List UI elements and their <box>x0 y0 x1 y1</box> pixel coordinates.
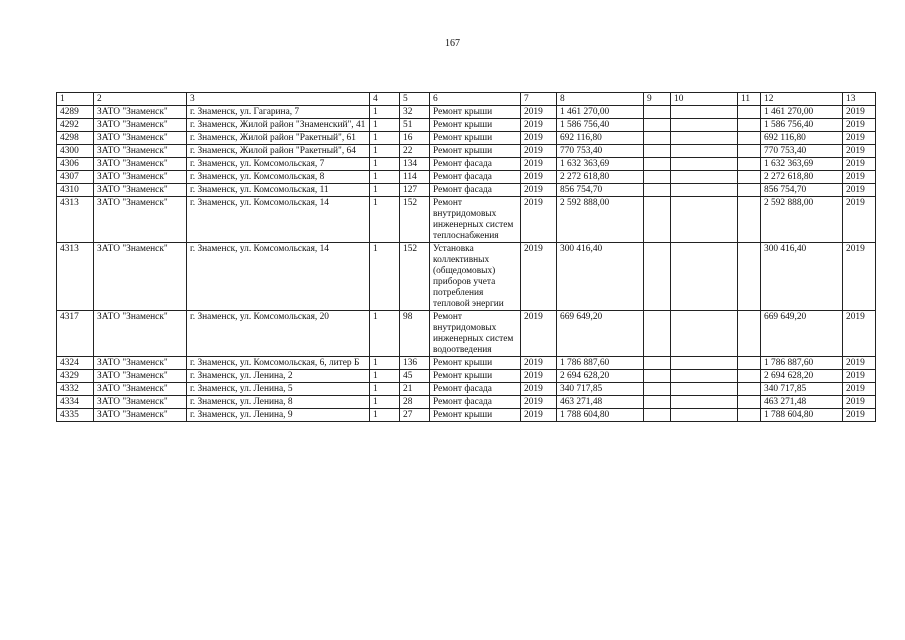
cell-municipality: ЗАТО "Знаменск" <box>94 370 187 383</box>
cell-col-9 <box>644 106 671 119</box>
table-row <box>57 106 876 119</box>
cell-year-2: 2019 <box>843 396 876 409</box>
cell-total-cost: 692 116,80 <box>761 132 843 145</box>
cell-address: г. Знаменск, ул. Комсомольская, 8 <box>187 171 370 184</box>
cell-col-10 <box>671 184 738 197</box>
cell-cost: 340 717,85 <box>557 383 644 396</box>
cell-total-cost: 463 271,48 <box>761 396 843 409</box>
cell-year: 2019 <box>521 119 557 132</box>
cell-col-11 <box>738 357 761 370</box>
cell-year: 2019 <box>521 158 557 171</box>
table-row <box>57 171 876 184</box>
header-cell: 7 <box>521 93 557 106</box>
cell-municipality: ЗАТО "Знаменск" <box>94 311 187 357</box>
cell-year-2: 2019 <box>843 311 876 357</box>
cell-col-10 <box>671 158 738 171</box>
table-row <box>57 396 876 409</box>
cell-row-id: 4310 <box>57 184 94 197</box>
header-cell: 5 <box>400 93 430 106</box>
cell-col-9 <box>644 158 671 171</box>
header-cell: 9 <box>644 93 671 106</box>
header-cell: 11 <box>738 93 761 106</box>
cell-row-id: 4324 <box>57 357 94 370</box>
cell-col-9 <box>644 132 671 145</box>
cell-col-9 <box>644 396 671 409</box>
cell-total-cost: 2 694 628,20 <box>761 370 843 383</box>
cell-cost: 2 694 628,20 <box>557 370 644 383</box>
cell-col-4: 1 <box>370 158 400 171</box>
cell-col-5: 134 <box>400 158 430 171</box>
cell-address: г. Знаменск, Жилой район "Ракетный", 61 <box>187 132 370 145</box>
table-row <box>57 370 876 383</box>
cell-col-11 <box>738 243 761 311</box>
cell-year-2: 2019 <box>843 383 876 396</box>
cell-address: г. Знаменск, Жилой район "Ракетный", 64 <box>187 145 370 158</box>
page-number: 167 <box>445 38 460 49</box>
cell-total-cost: 1 788 604,80 <box>761 409 843 422</box>
cell-cost: 463 271,48 <box>557 396 644 409</box>
cell-municipality: ЗАТО "Знаменск" <box>94 357 187 370</box>
cell-year-2: 2019 <box>843 132 876 145</box>
cell-work-type: Ремонт крыши <box>430 357 521 370</box>
cell-municipality: ЗАТО "Знаменск" <box>94 145 187 158</box>
cell-col-4: 1 <box>370 396 400 409</box>
cell-col-5: 16 <box>400 132 430 145</box>
header-cell: 2 <box>94 93 187 106</box>
cell-year-2: 2019 <box>843 145 876 158</box>
cell-col-11 <box>738 396 761 409</box>
cell-col-4: 1 <box>370 409 400 422</box>
cell-col-11 <box>738 132 761 145</box>
cell-municipality: ЗАТО "Знаменск" <box>94 197 187 243</box>
cell-address: г. Знаменск, ул. Комсомольская, 6, литер Б <box>187 357 370 370</box>
cell-municipality: ЗАТО "Знаменск" <box>94 383 187 396</box>
cell-address: г. Знаменск, ул. Ленина, 5 <box>187 383 370 396</box>
cell-row-id: 4335 <box>57 409 94 422</box>
cell-col-10 <box>671 145 738 158</box>
cell-row-id: 4329 <box>57 370 94 383</box>
cell-col-4: 1 <box>370 119 400 132</box>
cell-col-5: 114 <box>400 171 430 184</box>
cell-address: г. Знаменск, ул. Комсомольская, 14 <box>187 197 370 243</box>
cell-total-cost: 1 461 270,00 <box>761 106 843 119</box>
cell-total-cost: 2 272 618,80 <box>761 171 843 184</box>
cell-work-type: Ремонт крыши <box>430 145 521 158</box>
cell-col-9 <box>644 145 671 158</box>
cell-cost: 2 592 888,00 <box>557 197 644 243</box>
table-row <box>57 158 876 171</box>
cell-address: г. Знаменск, ул. Комсомольская, 14 <box>187 243 370 311</box>
cell-total-cost: 300 416,40 <box>761 243 843 311</box>
cell-municipality: ЗАТО "Знаменск" <box>94 132 187 145</box>
cell-municipality: ЗАТО "Знаменск" <box>94 243 187 311</box>
table-row <box>57 243 876 311</box>
cell-col-9 <box>644 409 671 422</box>
cell-work-type: Ремонт фасада <box>430 383 521 396</box>
cell-col-10 <box>671 132 738 145</box>
capital-repair-table <box>56 92 876 422</box>
cell-municipality: ЗАТО "Знаменск" <box>94 184 187 197</box>
cell-total-cost: 856 754,70 <box>761 184 843 197</box>
cell-col-10 <box>671 311 738 357</box>
cell-col-10 <box>671 409 738 422</box>
cell-col-4: 1 <box>370 357 400 370</box>
cell-col-4: 1 <box>370 383 400 396</box>
cell-cost: 770 753,40 <box>557 145 644 158</box>
cell-row-id: 4300 <box>57 145 94 158</box>
cell-work-type: Ремонт внутридомовых инженерных систем теплоснабжения <box>430 197 521 243</box>
cell-work-type: Ремонт крыши <box>430 370 521 383</box>
header-cell: 4 <box>370 93 400 106</box>
cell-col-5: 28 <box>400 396 430 409</box>
cell-col-11 <box>738 197 761 243</box>
cell-col-5: 152 <box>400 197 430 243</box>
cell-row-id: 4307 <box>57 171 94 184</box>
cell-cost: 2 272 618,80 <box>557 171 644 184</box>
cell-work-type: Ремонт фасада <box>430 158 521 171</box>
cell-municipality: ЗАТО "Знаменск" <box>94 409 187 422</box>
cell-cost: 1 786 887,60 <box>557 357 644 370</box>
table-row <box>57 383 876 396</box>
table-row <box>57 132 876 145</box>
cell-year: 2019 <box>521 370 557 383</box>
cell-year: 2019 <box>521 106 557 119</box>
cell-work-type: Ремонт фасада <box>430 396 521 409</box>
cell-total-cost: 1 632 363,69 <box>761 158 843 171</box>
cell-col-10 <box>671 119 738 132</box>
cell-year: 2019 <box>521 145 557 158</box>
cell-col-11 <box>738 383 761 396</box>
cell-col-4: 1 <box>370 132 400 145</box>
cell-work-type: Ремонт крыши <box>430 119 521 132</box>
cell-col-10 <box>671 370 738 383</box>
table-row <box>57 311 876 357</box>
header-cell: 8 <box>557 93 644 106</box>
cell-municipality: ЗАТО "Знаменск" <box>94 171 187 184</box>
cell-cost: 300 416,40 <box>557 243 644 311</box>
cell-address: г. Знаменск, ул. Ленина, 9 <box>187 409 370 422</box>
cell-col-10 <box>671 383 738 396</box>
cell-col-11 <box>738 184 761 197</box>
cell-col-9 <box>644 311 671 357</box>
cell-address: г. Знаменск, ул. Комсомольская, 20 <box>187 311 370 357</box>
cell-address: г. Знаменск, ул. Комсомольская, 11 <box>187 184 370 197</box>
cell-row-id: 4292 <box>57 119 94 132</box>
header-cell: 6 <box>430 93 521 106</box>
cell-col-11 <box>738 145 761 158</box>
cell-col-9 <box>644 357 671 370</box>
cell-col-10 <box>671 197 738 243</box>
cell-col-4: 1 <box>370 184 400 197</box>
cell-work-type: Ремонт внутридомовых инженерных систем водоотведения <box>430 311 521 357</box>
cell-col-5: 45 <box>400 370 430 383</box>
cell-col-10 <box>671 396 738 409</box>
header-cell: 3 <box>187 93 370 106</box>
cell-col-4: 1 <box>370 145 400 158</box>
cell-cost: 1 788 604,80 <box>557 409 644 422</box>
cell-col-11 <box>738 171 761 184</box>
cell-col-11 <box>738 158 761 171</box>
cell-row-id: 4306 <box>57 158 94 171</box>
cell-col-10 <box>671 243 738 311</box>
cell-col-9 <box>644 119 671 132</box>
cell-year-2: 2019 <box>843 357 876 370</box>
cell-cost: 1 632 363,69 <box>557 158 644 171</box>
cell-col-4: 1 <box>370 197 400 243</box>
table-row <box>57 409 876 422</box>
cell-work-type: Установка коллективных (общедомовых) приборов учета потребления тепловой энергии <box>430 243 521 311</box>
cell-year: 2019 <box>521 243 557 311</box>
cell-work-type: Ремонт фасада <box>430 171 521 184</box>
cell-address: г. Знаменск, ул. Ленина, 2 <box>187 370 370 383</box>
cell-year-2: 2019 <box>843 370 876 383</box>
cell-col-11 <box>738 311 761 357</box>
cell-col-9 <box>644 243 671 311</box>
cell-year: 2019 <box>521 383 557 396</box>
cell-work-type: Ремонт крыши <box>430 132 521 145</box>
cell-work-type: Ремонт крыши <box>430 106 521 119</box>
cell-col-5: 127 <box>400 184 430 197</box>
cell-col-4: 1 <box>370 243 400 311</box>
cell-address: г. Знаменск, Жилой район "Знаменский", 41 <box>187 119 370 132</box>
cell-work-type: Ремонт фасада <box>430 184 521 197</box>
cell-year: 2019 <box>521 171 557 184</box>
cell-col-5: 21 <box>400 383 430 396</box>
cell-col-4: 1 <box>370 106 400 119</box>
table-row <box>57 357 876 370</box>
cell-col-10 <box>671 171 738 184</box>
cell-year-2: 2019 <box>843 119 876 132</box>
cell-year-2: 2019 <box>843 197 876 243</box>
table-row <box>57 119 876 132</box>
cell-col-11 <box>738 370 761 383</box>
cell-municipality: ЗАТО "Знаменск" <box>94 119 187 132</box>
cell-row-id: 4298 <box>57 132 94 145</box>
cell-col-9 <box>644 197 671 243</box>
cell-year: 2019 <box>521 132 557 145</box>
cell-year-2: 2019 <box>843 171 876 184</box>
cell-municipality: ЗАТО "Знаменск" <box>94 396 187 409</box>
cell-col-4: 1 <box>370 311 400 357</box>
table-row <box>57 197 876 243</box>
cell-year: 2019 <box>521 311 557 357</box>
cell-col-9 <box>644 171 671 184</box>
cell-total-cost: 340 717,85 <box>761 383 843 396</box>
cell-row-id: 4332 <box>57 383 94 396</box>
cell-row-id: 4313 <box>57 243 94 311</box>
cell-col-4: 1 <box>370 171 400 184</box>
cell-col-5: 27 <box>400 409 430 422</box>
cell-cost: 1 461 270,00 <box>557 106 644 119</box>
cell-row-id: 4334 <box>57 396 94 409</box>
cell-cost: 669 649,20 <box>557 311 644 357</box>
cell-municipality: ЗАТО "Знаменск" <box>94 158 187 171</box>
cell-col-10 <box>671 357 738 370</box>
cell-total-cost: 2 592 888,00 <box>761 197 843 243</box>
header-cell: 10 <box>671 93 738 106</box>
cell-col-5: 152 <box>400 243 430 311</box>
cell-col-5: 98 <box>400 311 430 357</box>
cell-col-10 <box>671 106 738 119</box>
table-row <box>57 184 876 197</box>
cell-row-id: 4289 <box>57 106 94 119</box>
cell-row-id: 4317 <box>57 311 94 357</box>
cell-col-5: 51 <box>400 119 430 132</box>
header-cell: 1 <box>57 93 94 106</box>
header-cell: 13 <box>843 93 876 106</box>
cell-cost: 692 116,80 <box>557 132 644 145</box>
cell-year: 2019 <box>521 184 557 197</box>
cell-col-9 <box>644 184 671 197</box>
cell-year-2: 2019 <box>843 409 876 422</box>
cell-col-9 <box>644 383 671 396</box>
cell-year-2: 2019 <box>843 158 876 171</box>
cell-total-cost: 1 586 756,40 <box>761 119 843 132</box>
table-row <box>57 145 876 158</box>
cell-year-2: 2019 <box>843 184 876 197</box>
header-cell: 12 <box>761 93 843 106</box>
cell-work-type: Ремонт крыши <box>430 409 521 422</box>
cell-address: г. Знаменск, ул. Ленина, 8 <box>187 396 370 409</box>
cell-col-5: 22 <box>400 145 430 158</box>
cell-year: 2019 <box>521 396 557 409</box>
cell-col-11 <box>738 409 761 422</box>
cell-address: г. Знаменск, ул. Гагарина, 7 <box>187 106 370 119</box>
cell-col-9 <box>644 370 671 383</box>
cell-cost: 856 754,70 <box>557 184 644 197</box>
cell-year: 2019 <box>521 197 557 243</box>
table-header-row <box>57 93 876 106</box>
cell-year-2: 2019 <box>843 243 876 311</box>
cell-total-cost: 770 753,40 <box>761 145 843 158</box>
cell-total-cost: 669 649,20 <box>761 311 843 357</box>
cell-col-5: 32 <box>400 106 430 119</box>
cell-total-cost: 1 786 887,60 <box>761 357 843 370</box>
cell-year: 2019 <box>521 409 557 422</box>
cell-col-11 <box>738 119 761 132</box>
cell-col-5: 136 <box>400 357 430 370</box>
cell-row-id: 4313 <box>57 197 94 243</box>
cell-col-4: 1 <box>370 370 400 383</box>
cell-cost: 1 586 756,40 <box>557 119 644 132</box>
cell-col-11 <box>738 106 761 119</box>
cell-year: 2019 <box>521 357 557 370</box>
cell-year-2: 2019 <box>843 106 876 119</box>
cell-municipality: ЗАТО "Знаменск" <box>94 106 187 119</box>
cell-address: г. Знаменск, ул. Комсомольская, 7 <box>187 158 370 171</box>
